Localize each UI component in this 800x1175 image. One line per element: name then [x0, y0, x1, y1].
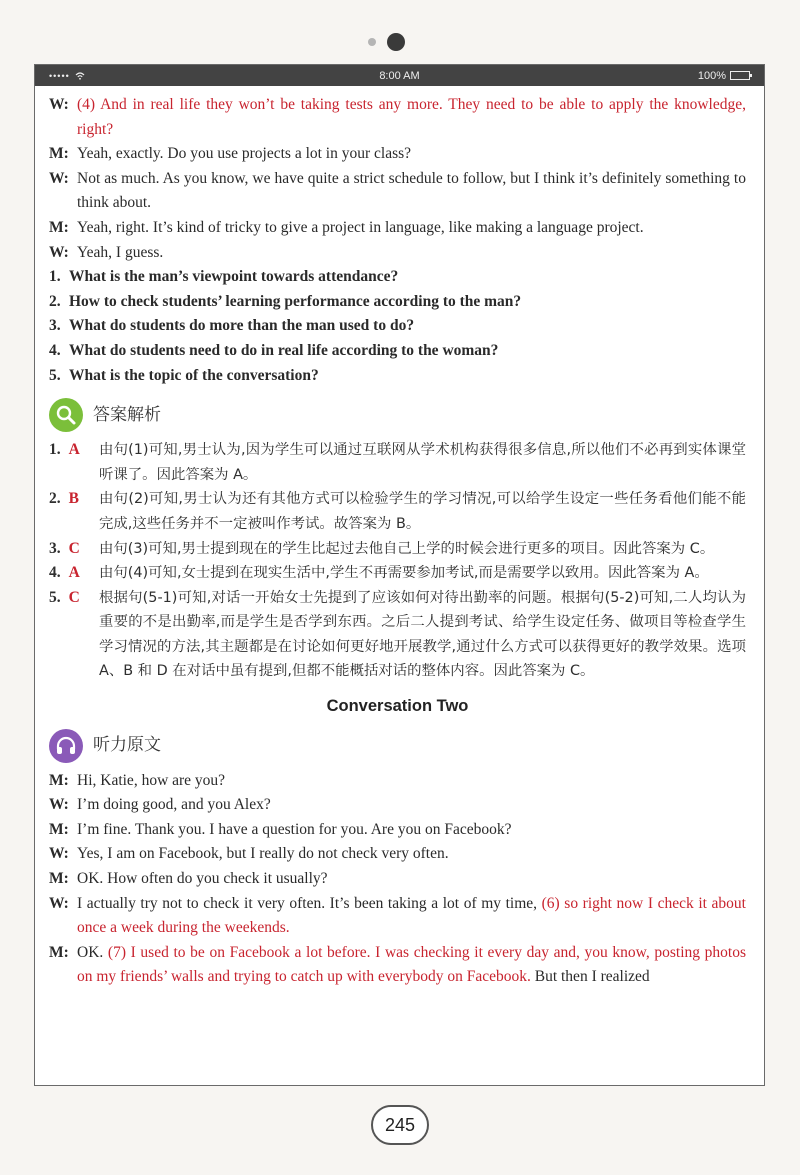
dialogue-text	[77, 167, 746, 216]
speaker-label: M:	[49, 218, 69, 236]
question-item	[49, 290, 746, 315]
answer-letter: B	[68, 490, 79, 508]
speaker-label: W:	[49, 796, 69, 814]
dialogue-segment: Yeah, exactly. Do you use projects a lot in your class?	[77, 145, 412, 163]
answer-label	[49, 586, 99, 684]
conversation-title: Conversation Two	[326, 697, 469, 716]
page-number: 245	[371, 1105, 429, 1145]
dialogue-text	[77, 941, 746, 990]
dialogue-segment: OK.	[77, 943, 108, 961]
speaker-label: W:	[49, 845, 69, 863]
answer-explanation: 由句(2)可知,男士认为还有其他方式可以检验学生的学习情况,可以给学生设定一些任务看他们能不能完成,这些任务并不一定被叫作考试。故答案为 B。	[99, 491, 746, 532]
dialogue-line	[49, 941, 746, 990]
dialogue-line	[49, 142, 746, 167]
answer-label	[49, 537, 99, 562]
dialogue-segment: Yeah, right. It’s kind of tricky to give a project in language, like making a language project.	[77, 218, 644, 236]
question-list	[49, 265, 746, 388]
question-number: 2.	[49, 292, 61, 310]
status-bar	[35, 65, 764, 86]
question-text: How to check students’ learning performance according to the man?	[69, 292, 522, 310]
speaker-label: M:	[49, 870, 69, 888]
dialogue-text	[77, 142, 746, 167]
answer-number: 2.	[49, 490, 61, 508]
dialogue-text	[77, 241, 746, 266]
question-number: 1.	[49, 268, 61, 286]
dialogue-line	[49, 241, 746, 266]
speaker-label: W:	[49, 96, 69, 113]
page-content	[35, 86, 764, 990]
dialogue-line	[49, 867, 746, 892]
dialogue-text	[77, 818, 746, 843]
answer-number: 4.	[49, 564, 61, 582]
tablet-screen	[34, 64, 765, 1086]
question-text: What do students do more than the man used to do?	[69, 317, 415, 335]
answer-letter: A	[68, 441, 80, 459]
answer-label	[49, 487, 99, 536]
speaker-label: W:	[49, 894, 69, 912]
dialogue-segment: OK. How often do you check it usually?	[77, 870, 328, 888]
question-number: 5.	[49, 366, 61, 384]
listening-section-header	[49, 729, 746, 763]
key-sentence: (6) so right now I check it about once a week during the weekends.	[77, 894, 746, 937]
magnifier-icon	[49, 398, 83, 432]
key-sentence: (4) And in real life they won’t be taking tests any more. They need to be able to apply the knowledge, right?	[77, 96, 746, 138]
dialogue-line	[49, 818, 746, 843]
question-item	[49, 265, 746, 290]
dialogue-text	[77, 867, 746, 892]
answer-list	[49, 438, 746, 684]
dialogue-segment: I actually try not to check it very often. It’s been taking a lot of my time,	[77, 894, 542, 912]
answer-explanation: 由句(3)可知,男士提到现在的学生比起过去他自己上学的时候会进行更多的项目。因此答案为 C。	[99, 540, 715, 557]
dialogue-top	[49, 93, 746, 265]
dialogue-segment: Yeah, I guess.	[77, 243, 164, 261]
speaker-label: M:	[49, 771, 69, 789]
dialogue-bottom	[49, 769, 746, 990]
answer-explanation: 根据句(5-1)可知,对话一开始女士先提到了应该如何对待出勤率的问题。根据句(5-2)可知,二人均认为重要的不是出勤率,而是学生是否学到东西。之后二人提到考试、给学生设定任务、做项目等检查学生学习情况的方法,其主题都是在讨论如何更好地开展教学,通过什么方式可以获得更好的教学效果。选项 A、B 和 D 在对话中虽有提到,但都不能概括对话的整体内容。因此答案为 C。	[99, 589, 746, 680]
speaker-label: W:	[49, 243, 69, 261]
dialogue-segment: Yes, I am on Facebook, but I really do not check very often.	[77, 845, 449, 863]
question-item	[49, 339, 746, 364]
dialogue-text	[77, 93, 746, 142]
answer-item	[49, 487, 746, 536]
question-text: What is the topic of the conversation?	[69, 366, 319, 384]
dialogue-text	[77, 769, 746, 794]
dialogue-line	[49, 167, 746, 216]
speaker-label: M:	[49, 943, 69, 961]
dialogue-text	[77, 793, 746, 818]
dialogue-segment: Hi, Katie, how are you?	[77, 771, 226, 789]
question-item	[49, 314, 746, 339]
dialogue-segment: But then I realized	[530, 968, 650, 986]
dialogue-line	[49, 93, 746, 142]
dialogue-segment: I’m fine. Thank you. I have a question for you. Are you on Facebook?	[77, 820, 512, 838]
dialogue-segment: I’m doing good, and you Alex?	[77, 796, 271, 814]
dialogue-line	[49, 793, 746, 818]
dialogue-line	[49, 892, 746, 941]
dialogue-text	[77, 216, 746, 241]
camera-lens	[387, 33, 405, 51]
answer-label	[49, 561, 99, 586]
answer-number: 1.	[49, 441, 61, 459]
listening-section-title: 听力原文	[93, 735, 161, 756]
speaker-label: M:	[49, 145, 69, 163]
question-text: What is the man’s viewpoint towards attendance?	[69, 268, 399, 286]
answer-letter: C	[68, 588, 80, 606]
tablet-camera	[360, 32, 420, 52]
answer-letter: A	[68, 564, 80, 582]
answer-item	[49, 586, 746, 684]
sensor-dot	[368, 38, 376, 46]
status-time: 8:00 AM	[379, 69, 420, 82]
answers-section-header	[49, 398, 746, 432]
headphones-icon	[49, 729, 83, 763]
answer-explanation: 由句(1)可知,男士认为,因为学生可以通过互联网从学术机构获得很多信息,所以他们不必再到实体课堂听课了。因此答案为 A。	[99, 442, 746, 483]
answers-section-title: 答案解析	[93, 404, 161, 425]
battery-percent: 100%	[697, 69, 726, 82]
signal-dots: •••••	[49, 70, 70, 81]
answer-item	[49, 561, 746, 586]
dialogue-segment: Not as much. As you know, we have quite a strict schedule to follow, but I think it’s definitely something to think about.	[77, 169, 746, 212]
dialogue-text	[77, 892, 746, 941]
answer-label	[49, 438, 99, 487]
dialogue-line	[49, 842, 746, 867]
battery-icon	[730, 71, 750, 80]
question-number: 4.	[49, 341, 61, 359]
answer-number: 3.	[49, 539, 61, 557]
speaker-label: M:	[49, 820, 69, 838]
question-item	[49, 364, 746, 389]
key-sentence: (7) I used to be on Facebook a lot before. I was checking it every day and, you know, posting photos on my friends’ walls and trying to catch up with everybody on Facebook.	[77, 943, 746, 986]
answer-item	[49, 537, 746, 562]
question-text: What do students need to do in real life according to the woman?	[69, 341, 499, 359]
answer-item	[49, 438, 746, 487]
answer-letter: C	[68, 539, 80, 557]
speaker-label: W:	[49, 169, 69, 187]
question-number: 3.	[49, 317, 61, 335]
answer-explanation: 由句(4)可知,女士提到在现实生活中,学生不再需要参加考试,而是需要学以致用。因此答案为 A。	[99, 565, 709, 582]
dialogue-text	[77, 842, 746, 867]
dialogue-line	[49, 769, 746, 794]
answer-number: 5.	[49, 588, 61, 606]
dialogue-line	[49, 216, 746, 241]
